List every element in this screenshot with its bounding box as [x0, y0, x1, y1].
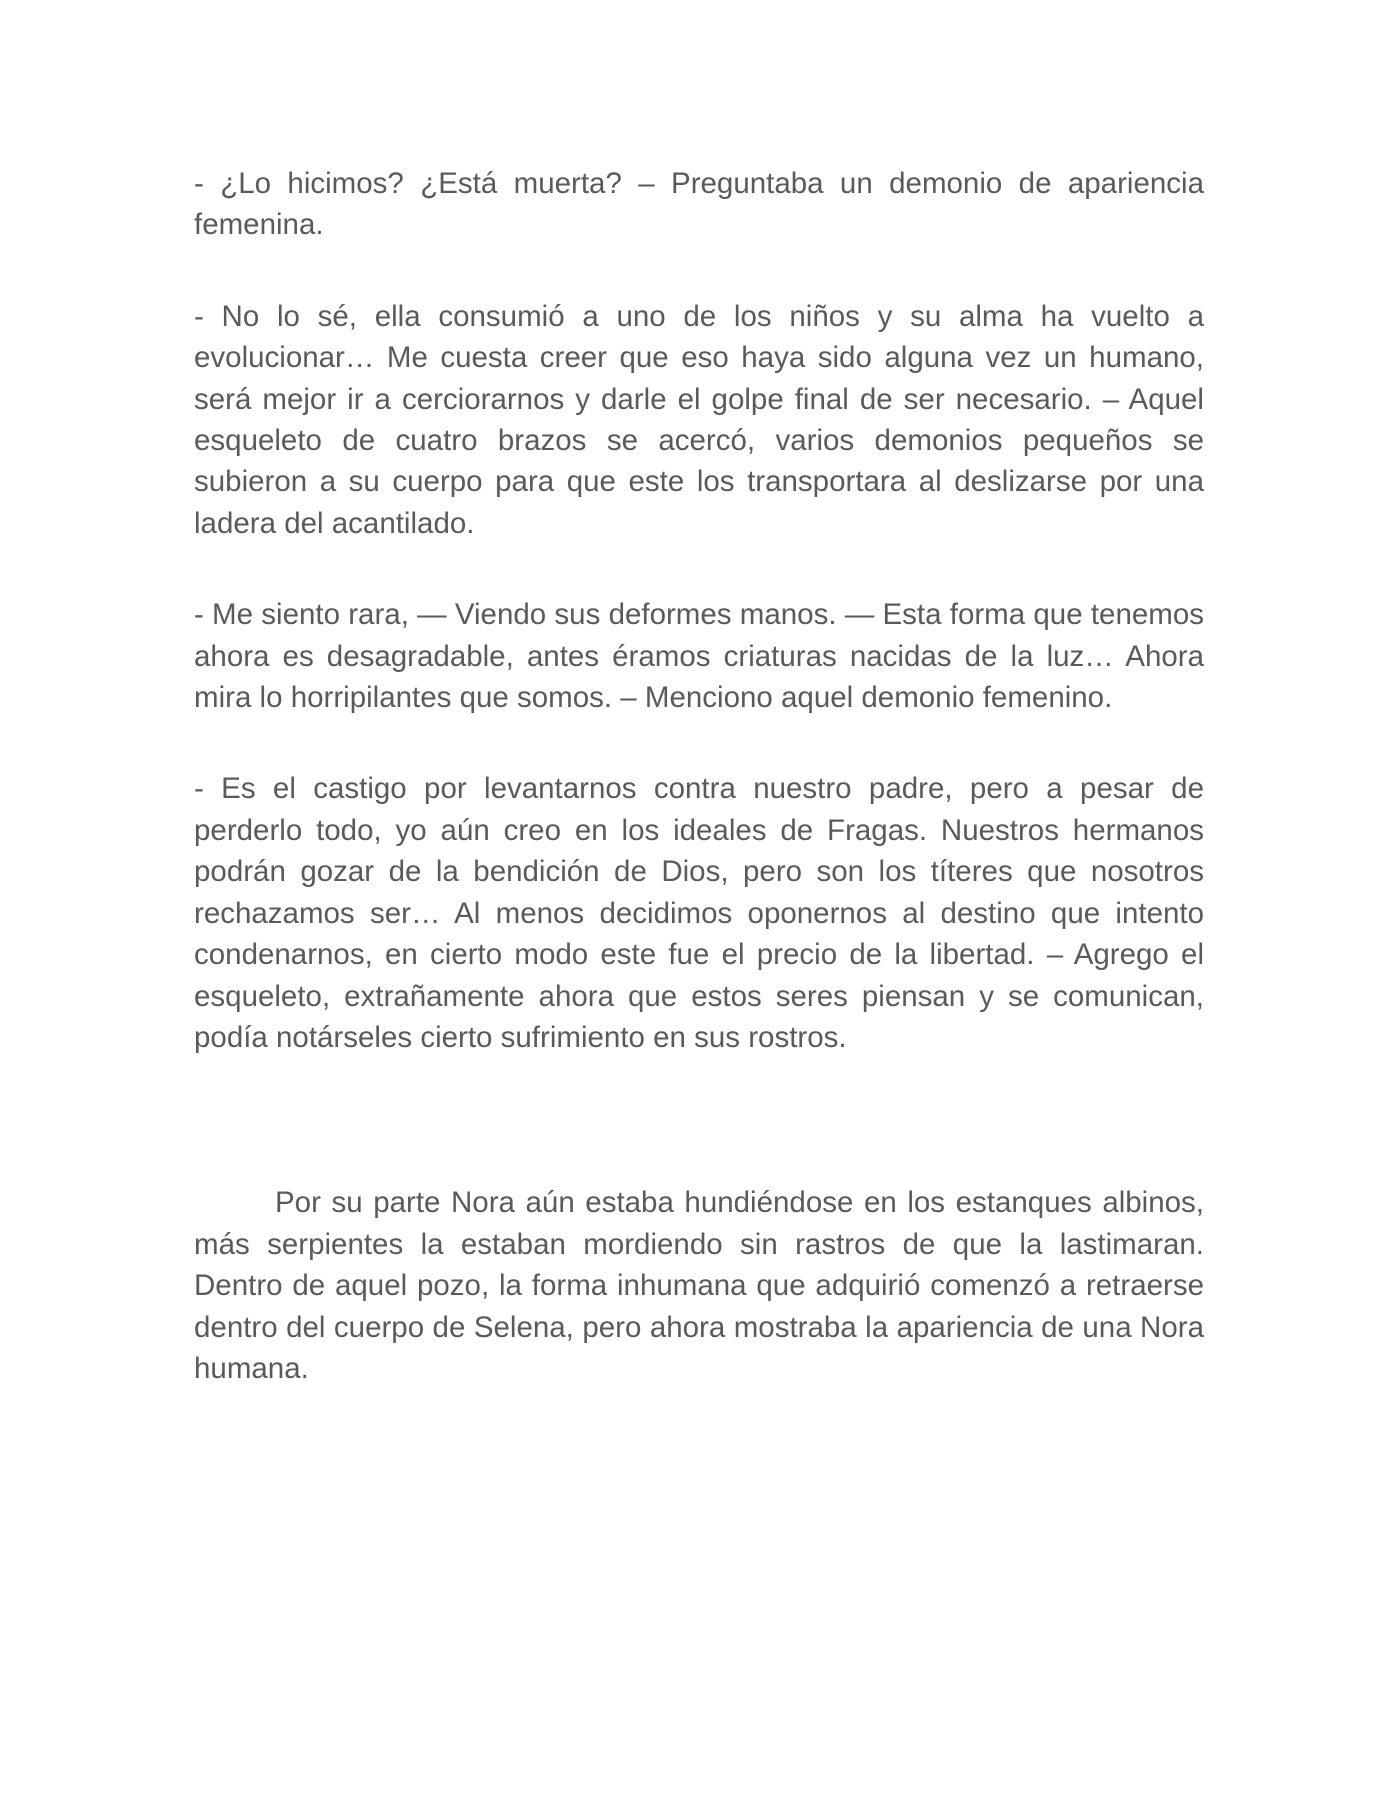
paragraph-dialogue-3: - Me siento rara, — Viendo sus deformes manos. — Esta forma que tenemos ahora es desagradable, antes éramos criaturas nacidas de la luz… Ahora mira lo horripilantes que somos. – Menciono aquel demonio femenino. [194, 598, 1204, 715]
paragraph-narrative: Por su parte Nora aún estaba hundiéndose en los estanques albinos, más serpientes la estaban mordiendo sin rastros de que la lastimaran. Dentro de aquel pozo, la forma inhumana que adquirió comenzó a retraerse dentro del cuerpo de Selena, pero ahora mostraba la apariencia de una Nora humana. [194, 1186, 1204, 1385]
paragraph-dialogue-4: - Es el castigo por levantarnos contra nuestro padre, pero a pesar de perderlo todo, yo aún creo en los ideales de Fragas. Nuestros hermanos podrán gozar de la bendición de Dios, pero son los títeres que nosotros rechazamos ser… Al menos decidimos oponernos al destino que intento condenarnos, en cierto modo este fue el precio de la libertad. – Agrego el esqueleto, extrañamente ahora que estos seres piensan y se comunican, podía notárseles cierto sufrimiento en sus rostros. [194, 772, 1204, 1054]
section-gap [194, 1058, 1204, 1182]
paragraph-dialogue-2: - No lo sé, ella consumió a uno de los niños y su alma ha vuelto a evolucionar… Me cuesta creer que eso haya sido alguna vez un humano, será mejor ir a cerciorarnos y darle el golpe final de ser necesario. – Aquel esqueleto de cuatro brazos se acercó, varios demonios pequeños se subieron a su cuerpo para que este los transportara al deslizarse por una ladera del acantilado. [194, 299, 1204, 540]
document-body [194, 163, 1204, 1389]
paragraph-dialogue-1: - ¿Lo hicimos? ¿Está muerta? – Preguntaba un demonio de apariencia femenina. [194, 167, 1204, 242]
